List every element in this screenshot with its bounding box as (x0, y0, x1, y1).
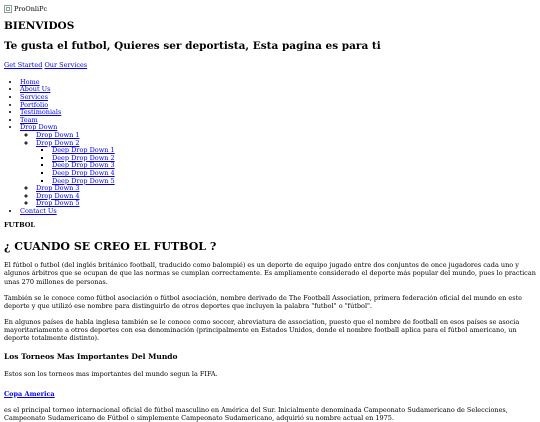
nav-link-contact[interactable]: Contact Us (20, 206, 57, 215)
deep-dropdown-link-2[interactable]: Deep Drop Down 2 (52, 153, 115, 162)
nav-link-about[interactable]: About Us (20, 85, 51, 94)
nav-link-home[interactable]: Home (20, 77, 40, 86)
dropdown-submenu (20, 132, 536, 208)
nav-item-contact (20, 208, 536, 216)
paragraph-2: También se le conoce como fútbol asociación o fútbol asociación, nombre derivado de The Football Association, primera federación oficial del mundo en este deporte y que utilizó ese nombre para distinguirlo de otros deportes que incluyen la palabra "futbol" o "fútbol". (4, 293, 523, 310)
our-services-link[interactable]: Our Services (44, 60, 88, 69)
league-description: es el principal torneo internacional oficial de fútbol masculino en América del Sur. Inicialmente denominada Campeonato Sudamericano de Selecciones, Campeonato Sudamericano de Fútbol o simplemente Campeonato Sudamericano, adquirió su nombre actual en 1975. (4, 405, 508, 422)
deep-dropdown-item (52, 162, 536, 170)
nav-link-portfolio[interactable]: Portfolio (20, 100, 49, 109)
section-title: ¿ CUANDO SE CREO EL FUTBOL ? (4, 239, 217, 253)
deep-dropdown-link-3[interactable]: Deep Drop Down 3 (52, 161, 115, 170)
paragraph-3: En algunos países de habla inglesa también se le conoce como soccer, abreviatura de association, puesto que el nombre de football en esos países se asocia mayoritariamente a otros deportes con esa denominación (principalmente en Estados Unidos, donde el nombre football aplica para el fútbol americano, un deporte totalmente distinto). (4, 317, 520, 343)
league-heading (4, 390, 536, 398)
nav-link-services[interactable]: Services (20, 92, 48, 101)
logo-alt-text: ProOnliPc (14, 4, 48, 13)
nav-link-testimonials[interactable]: Testimonials (20, 108, 62, 117)
nav-item-dropdown (20, 124, 536, 208)
hero-title: BIENVIDOS (4, 20, 75, 32)
deep-dropdown-item (52, 155, 536, 163)
broken-image-icon (4, 5, 12, 13)
paragraph-1: El fútbol o futbol (del inglés británico football, traducido como balompié) es un deporte de equipo jugado entre dos conjuntos de once jugadores cada uno y algunos árbitros que se ocupan de que las normas se cumplan correctamente. Es ampliamente considerado el deporte más popular del mundo, pues lo practican unas 270 millones de personas. (4, 261, 536, 286)
nav-item-home (20, 79, 536, 87)
nav-item-services (20, 94, 536, 102)
dropdown-link-1[interactable]: Drop Down 1 (36, 130, 80, 139)
copa-america-link[interactable]: Copa America (4, 389, 55, 398)
nav-item-about (20, 86, 536, 94)
dropdown-link-4[interactable]: Drop Down 4 (36, 191, 80, 200)
dropdown-item (36, 132, 536, 140)
get-started-link[interactable]: Get Started (4, 60, 43, 69)
dropdown-link-2[interactable]: Drop Down 2 (36, 138, 80, 147)
nav-item-portfolio (20, 102, 536, 110)
tournaments-heading: Los Torneos Mas Importantes Del Mundo (4, 352, 178, 362)
deep-dropdown-link-5[interactable]: Deep Drop Down 5 (52, 176, 115, 185)
dropdown-link-3[interactable]: Drop Down 3 (36, 184, 80, 193)
section-tag: FUTBOL (4, 221, 35, 230)
dropdown-item (36, 140, 536, 186)
hero-subtitle: Te gusta el futbol, Quieres ser deportista, Esta pagina es para ti (4, 40, 381, 53)
nav-item-team (20, 117, 536, 125)
deep-dropdown-item (52, 147, 536, 155)
dropdown-item (36, 185, 536, 193)
deep-dropdown-item (52, 178, 536, 186)
tournaments-intro: Estos son los torneos mas importantes del mundo segun la FIFA. (4, 369, 218, 378)
logo[interactable] (4, 4, 536, 14)
deep-dropdown-submenu (36, 147, 536, 185)
deep-dropdown-item (52, 170, 536, 178)
deep-dropdown-link-1[interactable]: Deep Drop Down 1 (52, 146, 115, 155)
dropdown-item (36, 200, 536, 208)
nav-item-testimonials (20, 109, 536, 117)
nav-link-team[interactable]: Team (20, 115, 38, 124)
nav-link-dropdown[interactable]: Drop Down (20, 123, 58, 132)
dropdown-item (36, 193, 536, 201)
deep-dropdown-link-4[interactable]: Deep Drop Down 4 (52, 168, 115, 177)
dropdown-link-5[interactable]: Drop Down 5 (36, 199, 80, 208)
nav-menu (4, 79, 536, 216)
hero-buttons (4, 61, 536, 69)
